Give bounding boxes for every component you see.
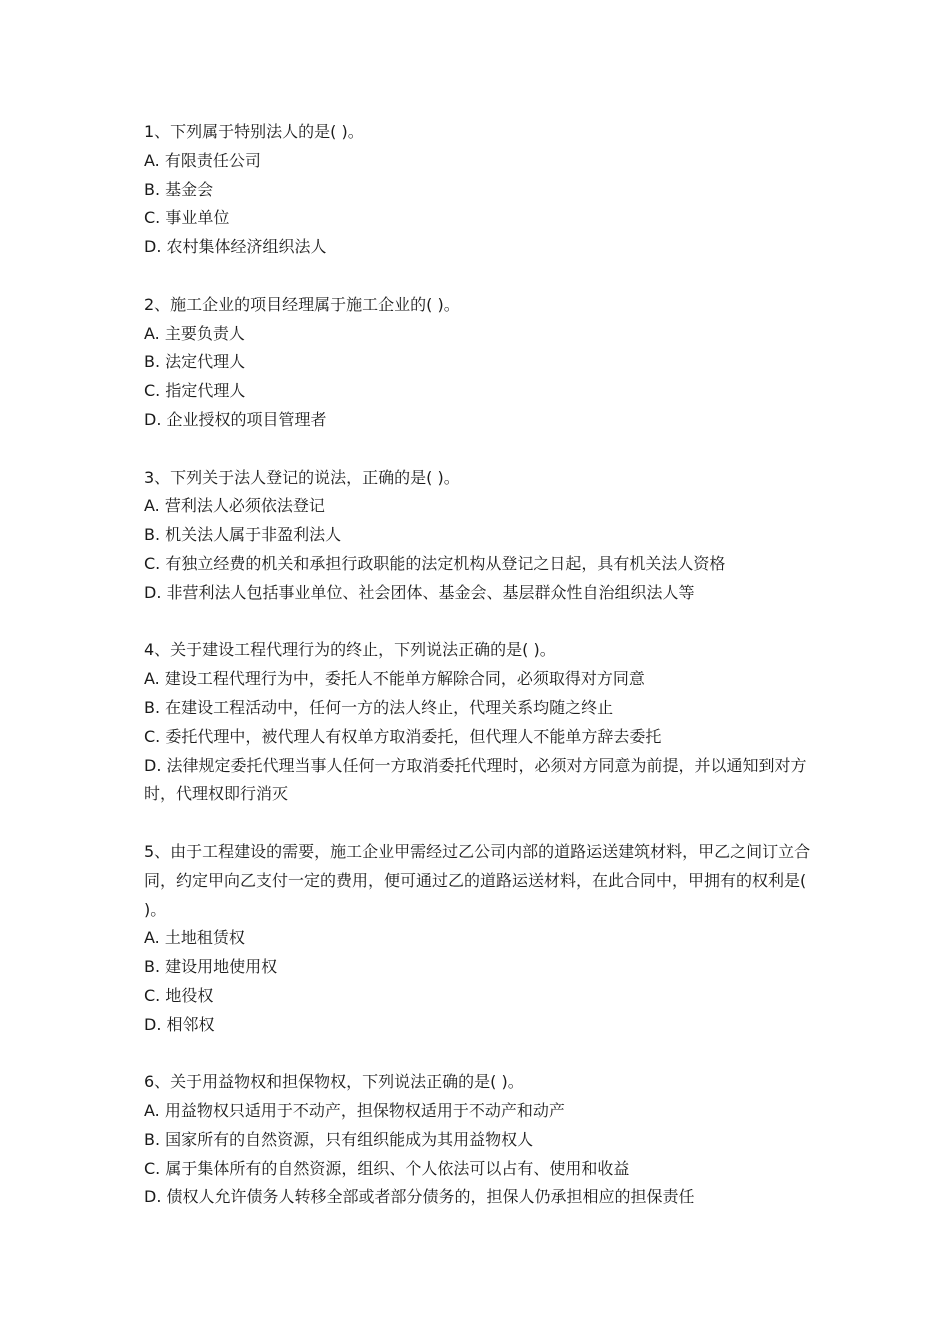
option-b: B. 机关法人属于非盈利法人 [144, 525, 342, 545]
question-5 [144, 838, 816, 1040]
option-c: C. 属于集体所有的自然资源，组织、个人依法可以占有、使用和收益 [144, 1158, 630, 1178]
option-b: B. 基金会 [144, 179, 214, 199]
option-d: D. 法律规定委托代理当事人任何一方取消委托代理时，必须对方同意为前提，并以通知到对方时，代理权即行消灭 [144, 755, 807, 804]
option-b: B. 法定代理人 [144, 352, 246, 372]
question-1 [144, 118, 816, 262]
option-c: C. 地役权 [144, 985, 214, 1005]
option-a: A. 用益物权只适用于不动产，担保物权适用于不动产和动产 [144, 1101, 565, 1121]
question-stem: 1、下列属于特别法人的是( )。 [144, 122, 364, 141]
option-c: C. 指定代理人 [144, 381, 246, 401]
option-a: A. 有限责任公司 [144, 150, 261, 170]
option-d: D. 农村集体经济组织法人 [144, 237, 327, 257]
question-stem: 4、关于建设工程代理行为的终止，下列说法正确的是( )。 [144, 640, 556, 660]
question-stem: 6、关于用益物权和担保物权，下列说法正确的是( )。 [144, 1072, 524, 1092]
option-a: A. 建设工程代理行为中，委托人不能单方解除合同，必须取得对方同意 [144, 669, 645, 689]
question-2 [144, 291, 816, 435]
question-6 [144, 1068, 816, 1212]
option-d: D. 相邻权 [144, 1014, 215, 1034]
option-b: B. 在建设工程活动中，任何一方的法人终止，代理关系均随之终止 [144, 697, 614, 717]
option-c: C. 委托代理中，被代理人有权单方取消委托，但代理人不能单方辞去委托 [144, 726, 662, 746]
question-stem: 5、由于工程建设的需要，施工企业甲需经过乙公司内部的道路运送建筑材料，甲乙之间订立合同，约定甲向乙支付一定的费用，便可通过乙的道路运送材料，在此合同中，甲拥有的权利是( )。 [144, 841, 811, 919]
option-a: A. 土地租赁权 [144, 928, 245, 948]
question-3 [144, 464, 816, 608]
option-a: A. 营利法人必须依法登记 [144, 496, 325, 516]
option-c: C. 有独立经费的机关和承担行政职能的法定机构从登记之日起，具有机关法人资格 [144, 553, 726, 573]
option-a: A. 主要负责人 [144, 323, 245, 343]
option-d: D. 企业授权的项目管理者 [144, 409, 327, 429]
question-stem: 3、下列关于法人登记的说法，正确的是( )。 [144, 467, 460, 487]
option-b: B. 国家所有的自然资源，只有组织能成为其用益物权人 [144, 1129, 534, 1149]
exam-page [144, 118, 816, 1241]
question-4 [144, 636, 816, 809]
option-b: B. 建设用地使用权 [144, 957, 278, 977]
option-c: C. 事业单位 [144, 208, 230, 228]
option-d: D. 非营利法人包括事业单位、社会团体、基金会、基层群众性自治组织法人等 [144, 582, 695, 602]
question-stem: 2、施工企业的项目经理属于施工企业的( )。 [144, 294, 460, 314]
option-d: D. 债权人允许债务人转移全部或者部分债务的，担保人仍承担相应的担保责任 [144, 1187, 695, 1207]
